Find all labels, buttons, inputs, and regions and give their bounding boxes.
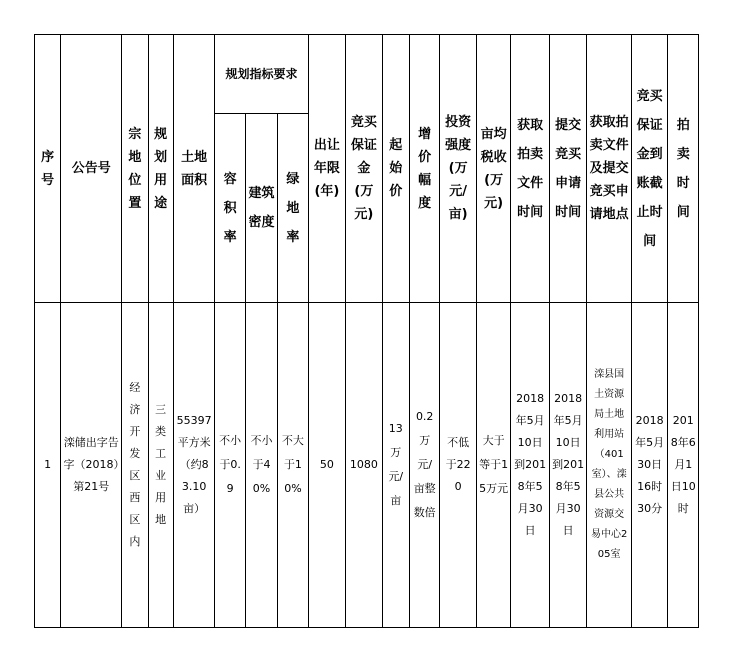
header-row-top — [35, 35, 699, 114]
land-auction-table — [34, 34, 699, 628]
cell-seq: 1 — [35, 303, 61, 628]
header-planning-group: 规划指标要求 — [215, 35, 308, 114]
header-increment: 增价幅度 — [409, 35, 439, 303]
header-deposit-deadline: 竞买保证金到账截止时间 — [631, 35, 667, 303]
cell-green-ratio: 不大于10% — [278, 303, 308, 628]
cell-investment: 不低于220 — [440, 303, 476, 628]
header-location: 宗地位置 — [122, 35, 148, 303]
header-tax: 亩均税收(万元) — [476, 35, 510, 303]
header-start-price: 起始价 — [382, 35, 409, 303]
cell-increment: 0.2万元/亩整数倍 — [409, 303, 439, 628]
cell-start-price: 13万元/亩 — [382, 303, 409, 628]
cell-deposit: 1080 — [346, 303, 382, 628]
header-doc-time: 获取拍卖文件时间 — [511, 35, 550, 303]
cell-auction-time: 2018年6月1日10时 — [668, 303, 699, 628]
cell-area: 55397平方米（约83.10亩） — [173, 303, 215, 628]
cell-apply-time: 2018年5月10日到2018年5月30日 — [549, 303, 587, 628]
header-usage: 规划用途 — [148, 35, 173, 303]
cell-doc-time: 2018年5月10日到2018年5月30日 — [511, 303, 550, 628]
header-auction-time: 拍卖时间 — [668, 35, 699, 303]
header-apply-time: 提交竞买申请时间 — [549, 35, 587, 303]
header-seq: 序号 — [35, 35, 61, 303]
header-green-ratio: 绿地率 — [278, 114, 308, 303]
cell-deposit-deadline: 2018年5月30日16时30分 — [631, 303, 667, 628]
cell-location: 经济开发区西区内 — [122, 303, 148, 628]
cell-tax: 大于等于15万元 — [476, 303, 510, 628]
header-deposit: 竞买保证金(万元) — [346, 35, 382, 303]
header-term: 出让年限(年) — [308, 35, 346, 303]
cell-building-density: 不小于40% — [245, 303, 277, 628]
header-doc-place: 获取拍卖文件及提交竞买申请地点 — [587, 35, 632, 303]
header-building-density: 建筑密度 — [245, 114, 277, 303]
cell-term: 50 — [308, 303, 346, 628]
cell-usage: 三类工业用地 — [148, 303, 173, 628]
cell-doc-place: 滦县国土资源局土地利用站（401室）、滦县公共资源交易中心205室 — [587, 303, 632, 628]
cell-notice-no: 滦储出字告字（2018）第21号 — [61, 303, 122, 628]
header-plot-ratio: 容积率 — [215, 114, 245, 303]
header-area: 土地面积 — [173, 35, 215, 303]
header-investment: 投资强度(万元/亩) — [440, 35, 476, 303]
header-notice-no: 公告号 — [61, 35, 122, 303]
cell-plot-ratio: 不小于0.9 — [215, 303, 245, 628]
table-row — [35, 303, 699, 628]
